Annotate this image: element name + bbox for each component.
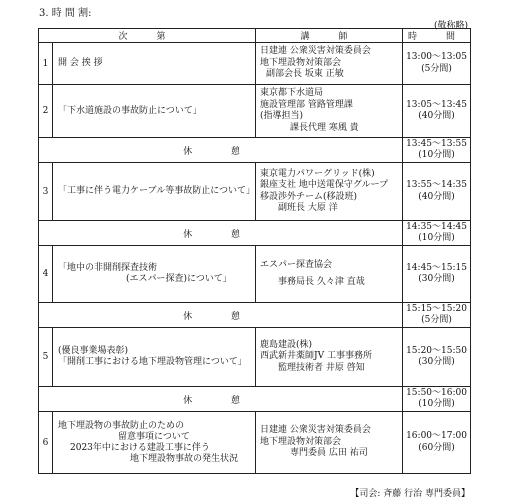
lecturer-line: 地下埋設物対策部会 [260,57,342,68]
time-cell [403,412,471,474]
row-number: 4 [39,246,53,303]
lecturer-line: 施設管理部 管路管理課 [260,99,353,110]
table-row [39,328,471,387]
time-range: 13:00～13:05 [406,52,467,62]
lecturer [256,412,403,474]
agenda-item [53,246,256,303]
time-cell [403,43,471,85]
lecturer-line: 日建連 公衆災害対策委員会 [260,425,371,436]
duration: (10分間) [418,399,455,409]
agenda-line: 「工事に伴う電力ケーブル等事故防止について」 [58,186,256,196]
header-row [39,29,471,43]
header-agenda: 次 第 [39,29,256,43]
agenda-line: 「開削工事における地下埋設物管理について」 [58,357,247,367]
section-heading: 3. 時 間 割: [39,8,92,19]
header-lecturer: 講 師 [256,29,403,43]
lecturer-line: 課長代理 寒風 貴 [290,122,359,133]
break-row [39,303,471,328]
agenda-item [53,85,256,138]
time-range: 13:45～13:55 [406,138,467,149]
break-label: 休 憩 [39,138,403,163]
lecturer-line: 日建連 公衆災害対策委員会 [260,46,371,57]
time-cell [403,138,471,163]
break-label: 休 憩 [39,303,403,328]
agenda-line: 開 会 挨 拶 [58,58,103,68]
table-row [39,85,471,138]
lecturer-line: 東京都下水道局 [260,88,324,98]
time-range: 14:35～14:45 [406,221,467,232]
time-range: 15:15～15:20 [406,303,467,314]
row-number: 5 [39,328,53,387]
agenda-item [53,328,256,387]
time-cell [403,163,471,221]
lecturer-line: 専門委員 広田 祐司 [290,448,368,459]
table-row [39,163,471,221]
lecturer-line: 鹿島建設(株) [260,339,313,350]
time-cell [403,303,471,328]
lecturer-line: 副部会長 坂東 正敏 [266,69,344,80]
time-cell [403,246,471,303]
agenda-line: 地下埋設物の事故防止のための [58,420,185,431]
time-range: 13:55～14:35 [406,180,467,190]
break-row [39,138,471,163]
duration: (30分間) [418,274,455,284]
lecturer-line: 監理技術者 井原 啓知 [278,362,365,373]
lecturer-line: エスパー探査協会 [260,259,333,270]
break-row [39,221,471,246]
time-range: 15:20～15:50 [406,345,467,356]
agenda-item [53,412,256,474]
agenda-line: (エスパー探査)について」 [126,274,232,284]
agenda-item [53,43,256,85]
lecturer-line: 副班長 大原 洋 [278,203,338,213]
lecturer-line: 移設渉外チーム(移設班) [260,191,358,202]
lecturer [256,85,403,138]
lecturer [256,246,403,303]
time-range: 16:00～17:00 [406,431,467,441]
lecturer-line: 地下埋設物対策部会 [260,436,342,447]
break-label: 休 憩 [39,221,403,246]
table-row [39,246,471,303]
agenda-line: 「地中の非開削探査技術 [58,263,158,273]
lecturer-line: 事務局長 久々津 直哉 [278,277,365,287]
duration: (40分間) [418,191,455,202]
break-label: 休 憩 [39,387,403,412]
schedule-table [38,28,471,474]
agenda-line: (優良事業場表彰) [58,346,129,356]
duration: (10分間) [418,150,455,160]
row-number: 6 [39,412,53,474]
time-range: 13:05～13:45 [406,99,467,110]
agenda-line: 2023年中における建設工事に伴う [70,442,210,453]
agenda-line: 留意事項について [118,431,190,442]
time-cell [403,387,471,412]
duration: (60分間) [418,442,455,453]
agenda-line: 「下水道施設の事故防止について」 [58,105,202,116]
duration: (40分間) [418,111,455,121]
lecturer [256,43,403,85]
time-range: 15:50～16:00 [406,387,467,398]
time-cell [403,85,471,138]
lecturer [256,328,403,387]
table-row [39,43,471,85]
duration: (5分間) [421,63,452,74]
time-range: 14:45～15:15 [406,262,467,273]
time-cell [403,221,471,246]
lecturer-line: 西武新井薬師JV 工事事務所 [260,351,372,362]
lecturer-line: 銀座支社 地中送電保守グループ [260,180,389,190]
agenda-item [53,163,256,221]
honorific-note: (敬称略) [433,21,468,31]
break-row [39,387,471,412]
duration: (10分間) [418,233,455,243]
time-cell [403,328,471,387]
agenda-line: 地下埋設物事故の発生状況 [130,453,239,464]
row-number: 2 [39,85,53,138]
lecturer-line: (指導担当) [260,111,304,121]
duration: (30分間) [418,357,455,367]
table-row [39,412,471,474]
lecturer-line: 東京電力パワーグリッド(株) [260,168,375,179]
lecturer [256,163,403,221]
row-number: 3 [39,163,53,221]
header-time: 時 間 [403,29,471,43]
duration: (5分間) [421,315,452,325]
row-number: 1 [39,43,53,85]
moderator-note: 【司会: 斉藤 行治 専門委員】 [350,489,470,499]
